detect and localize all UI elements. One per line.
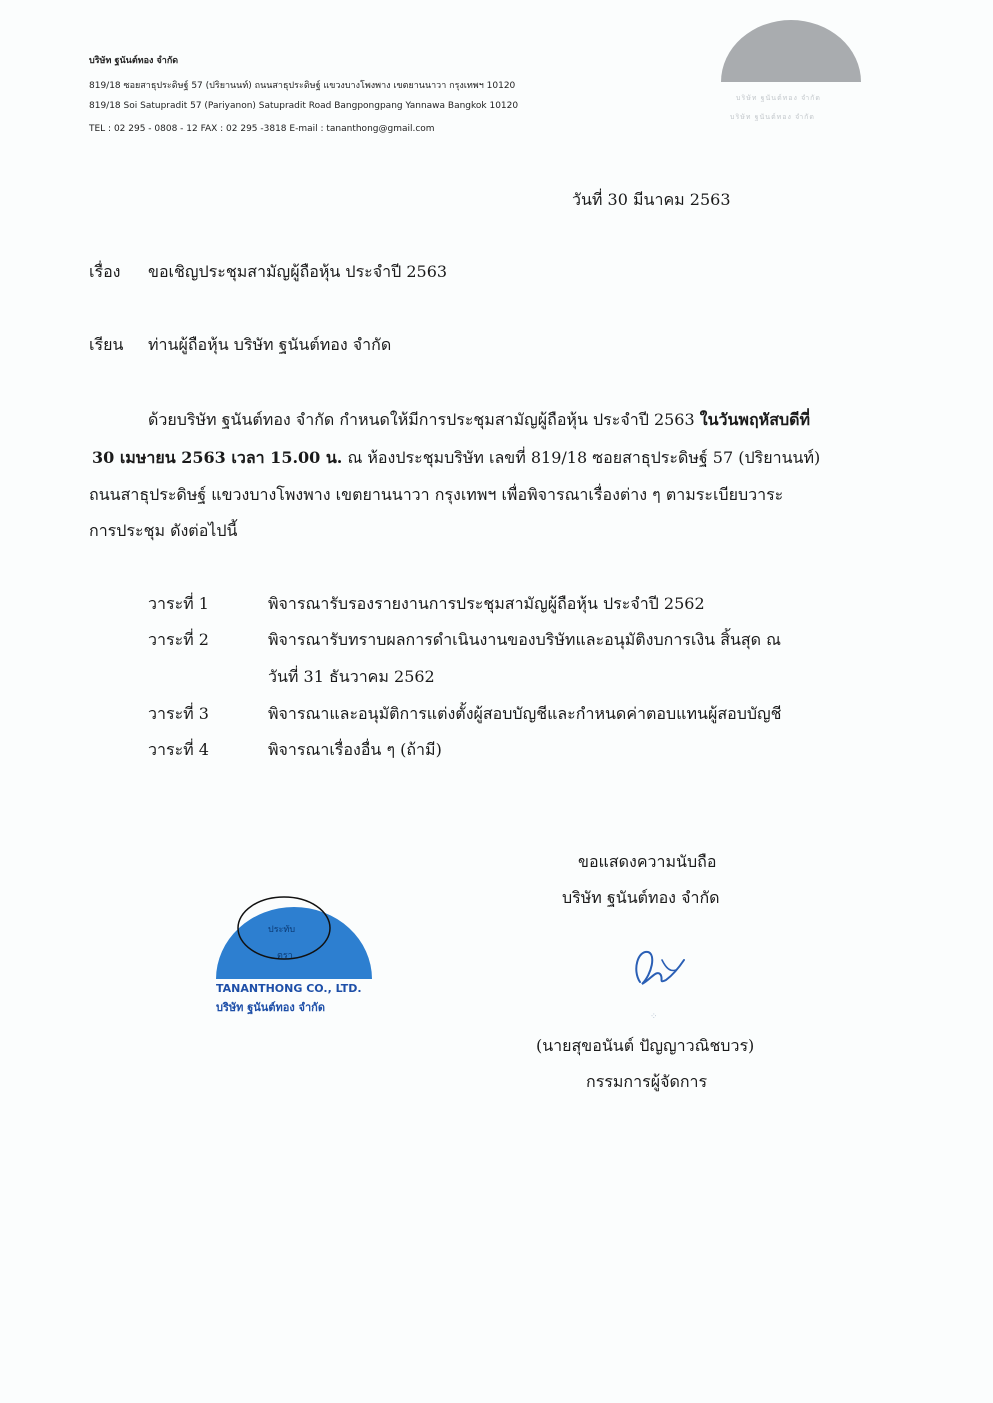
body-line-4: การประชุม ดังต่อไปนี้ (89, 521, 238, 540)
agenda-text-3: พิจารณาและอนุมัติการแต่งตั้งผู้สอบบัญชีและกำหนดค่าตอบแทนผู้สอบบัญชี (268, 704, 782, 723)
meeting-date-time: 30 เมษายน 2563 เวลา 15.00 น. (92, 448, 343, 467)
company-name-th: บริษัท ฐนันต์ทอง จำกัด (89, 56, 179, 66)
letter-date: วันที่ 30 มีนาคม 2563 (572, 190, 731, 209)
stamp-text-2: ตรา (277, 951, 293, 961)
agenda-text-2-cont: วันที่ 31 ธันวาคม 2562 (268, 667, 435, 686)
agenda-text-4: พิจารณาเรื่องอื่น ๆ (ถ้ามี) (268, 740, 442, 759)
closing-company: บริษัท ฐนันต์ทอง จำกัด (562, 888, 720, 907)
signatory-name: (นายสุขอนันต์ ปัญญาวณิชบวร) (536, 1036, 755, 1055)
logo-faint-text-1: บริษัท ฐนันต์ทอง จำกัด (736, 94, 821, 102)
address-en: 819/18 Soi Satupradit 57 (Pariyanon) Satupradit Road Bangpongpang Yannawa Bangkok 10120 (89, 101, 519, 111)
agenda-label-4: วาระที่ 4 (148, 740, 209, 759)
logo-semicircle-icon (716, 20, 866, 86)
company-logo (716, 20, 866, 90)
body-line-3: ถนนสาธุประดิษฐ์ แขวงบางโพงพาง เขตยานนาวา กรุงเทพฯ เพื่อพิจารณาเรื่องต่าง ๆ ตามระเบียบวาระ (89, 485, 784, 504)
seal-semicircle-icon (214, 895, 374, 985)
agenda-text-1: พิจารณารับรองรายงานการประชุมสามัญผู้ถือหุ้น ประจำปี 2562 (268, 594, 705, 613)
stamp-text-1: ประทับ (268, 925, 296, 935)
subject-label: เรื่อง (89, 262, 121, 281)
signature-mark-icon: ⁘ (650, 1012, 658, 1022)
subject-text: ขอเชิญประชุมสามัญผู้ถือหุ้น ประจำปี 2563 (148, 262, 448, 281)
body-line-2 (92, 446, 820, 471)
seal-name-th: บริษัท ฐนันต์ทอง จำกัด (216, 1001, 325, 1014)
agenda-text-2: พิจารณารับทราบผลการดำเนินงานของบริษัทและอนุมัติงบการเงิน สิ้นสุด ณ (268, 630, 781, 649)
agenda-label-1: วาระที่ 1 (148, 594, 209, 613)
closing-salutation: ขอแสดงความนับถือ (578, 852, 717, 871)
body-line-1-normal: ด้วยบริษัท ฐนันต์ทอง จำกัด กำหนดให้มีการประชุมสามัญผู้ถือหุ้น ประจำปี 2563 (148, 410, 700, 429)
meeting-venue: ณ ห้องประชุมบริษัท เลขที่ 819/18 ซอยสาธุประดิษฐ์ 57 (ปริยานนท์) (342, 448, 821, 467)
contact-line: TEL : 02 295 - 0808 - 12 FAX : 02 295 -3818 E-mail : tananthong@gmail.com (89, 124, 435, 134)
recipient-label: เรียน (89, 335, 124, 354)
agenda-label-2: วาระที่ 2 (148, 630, 209, 649)
signatory-title: กรรมการผู้จัดการ (586, 1072, 708, 1091)
address-th: 819/18 ซอยสาธุประดิษฐ์ 57 (ปริยานนท์) ถนนสาธุประดิษฐ์ แขวงบางโพงพาง เขตยานนาวา กรุงเทพฯ 10120 (89, 81, 516, 91)
agenda-label-3: วาระที่ 3 (148, 704, 209, 723)
seal-name-en: TANANTHONG CO., LTD. (216, 982, 362, 995)
logo-faint-text-2: บริษัท ฐนันต์ทอง จำกัด (730, 113, 815, 121)
company-seal (214, 895, 374, 989)
recipient-text: ท่านผู้ถือหุ้น บริษัท ฐนันต์ทอง จำกัด (148, 335, 392, 354)
signature-icon (626, 940, 696, 995)
body-line-1 (148, 408, 810, 433)
meeting-day: ในวันพฤหัสบดีที่ (699, 410, 811, 429)
signature (626, 940, 696, 999)
